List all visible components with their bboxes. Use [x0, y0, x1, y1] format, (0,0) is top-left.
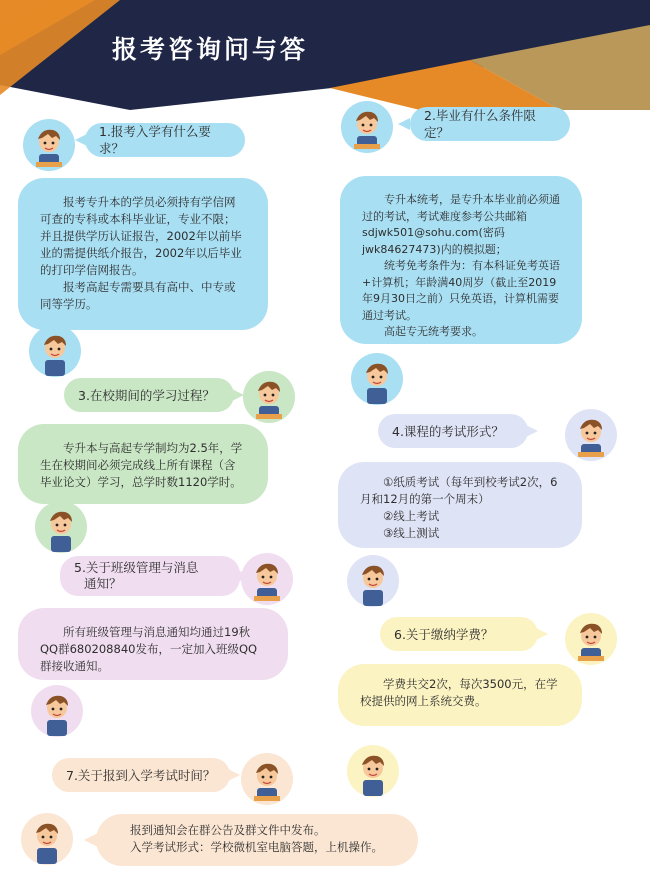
question-text: 4.课程的考试形式？	[392, 423, 504, 439]
avatar-icon	[564, 408, 618, 462]
avatar-icon	[20, 812, 74, 866]
avatar-icon	[240, 552, 294, 606]
answer-text: 入学考试形式：学校微机室电脑答题，上机操作。	[130, 840, 383, 854]
page-title: 报考咨询问与答	[112, 35, 309, 64]
answer-text: 报考高起专需要具有高中、中专或同等学历。	[40, 280, 236, 311]
question-bubble-4	[378, 414, 528, 448]
bubble-tail	[536, 628, 548, 640]
question-text: 2.毕业有什么条件限定？	[424, 108, 536, 140]
avatar-icon	[34, 500, 88, 554]
answer-text: ②线上考试	[383, 509, 440, 523]
answer-text: 专升本与高起专学制均为2.5年，学生在校期间必须完成线上所有课程（含毕业论文）学习，总学时数1120学时。	[40, 441, 243, 489]
question-bubble-2	[410, 107, 570, 141]
question-text: 7.关于报到入学考试时间？	[66, 767, 216, 783]
avatar-icon	[564, 612, 618, 666]
avatar-icon	[242, 370, 296, 424]
avatar-icon	[340, 100, 394, 154]
question-text: 5.关于班级管理与消息	[74, 560, 199, 575]
question-text: 3.在校期间的学习过程？	[78, 387, 215, 403]
answer-text: 高起专无统考要求。	[384, 325, 483, 338]
avatar-icon	[346, 554, 400, 608]
question-text: 6.关于缴纳学费？	[394, 626, 494, 642]
answer-text: 专升本统考，是专升本毕业前必须通过的考试，考试难度参考公共邮箱sdjwk501@sohu.com(密码jwk84627473)内的模拟题；	[362, 193, 560, 256]
header-banner	[0, 0, 650, 110]
answer-bubble-6	[338, 664, 582, 726]
answer-bubble-4	[338, 462, 582, 548]
answer-text: 报考专升本的学员必须持有学信网可查的专科或本科毕业证，专业不限；并且提供学历认证报告，2002年以前毕业的需提供纸介报告，2002年以后毕业的打印学信网报告。	[40, 195, 242, 277]
answer-text: 所有班级管理与消息通知均通过19秋QQ群680208840发布，一定加入班级QQ群接收通知。	[40, 625, 258, 673]
question-bubble-5	[60, 556, 240, 596]
bubble-tail	[75, 134, 87, 146]
bubble-tail	[228, 769, 240, 781]
question-bubble-1	[85, 123, 245, 157]
question-bubble-7	[52, 758, 230, 792]
avatar-icon	[22, 118, 76, 172]
bubble-tail	[526, 425, 538, 437]
answer-text: 报到通知会在群公告及群文件中发布。	[130, 823, 326, 837]
answer-text: ③线上测试	[383, 526, 440, 540]
banner-shapes	[0, 0, 650, 110]
question-text: 1.报考入学有什么要求？	[99, 124, 211, 156]
answer-bubble-5	[18, 608, 288, 680]
answer-bubble-7	[96, 814, 418, 866]
avatar-icon	[30, 684, 84, 738]
bubble-tail	[398, 118, 410, 130]
question-bubble-6	[380, 617, 538, 651]
avatar-icon	[350, 352, 404, 406]
avatar-icon	[346, 744, 400, 798]
answer-bubble-1	[18, 178, 268, 330]
answer-text: ①纸质考试（每年到校考试2次，6月和12月的第一个周末）	[360, 475, 558, 506]
answer-bubble-2	[340, 176, 582, 344]
answer-text: 学费共交2次，每次3500元，在学校提供的网上系统交费。	[360, 677, 558, 708]
answer-text: 统考免考条件为：有本科证免考英语+计算机；年龄满40周岁（截止至2019年9月30日之前）只免英语，计算机需要通过考试。	[362, 259, 560, 322]
avatar-icon	[28, 324, 82, 378]
question-bubble-3	[64, 378, 234, 412]
answer-bubble-3	[18, 424, 268, 504]
question-text: 通知？	[84, 576, 122, 591]
avatar-icon	[240, 752, 294, 806]
